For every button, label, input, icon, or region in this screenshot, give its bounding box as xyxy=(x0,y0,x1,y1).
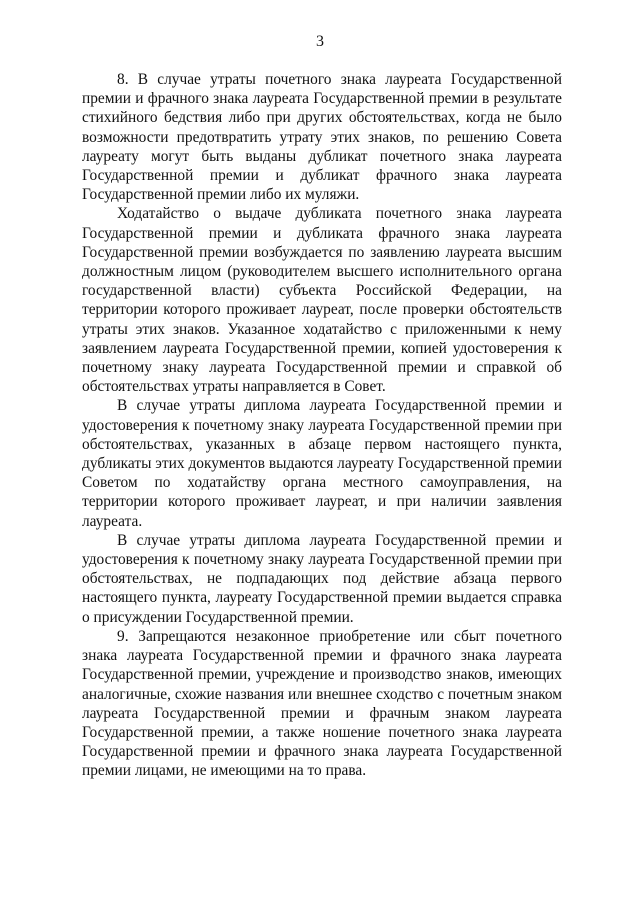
paragraph-9-prohibitions: 9. Запрещаются незаконное приобретение или сбыт почетного знака лауреата Государственной премии и фрачного знака лауреата Государственной премии, учреждение и производство знаков, имеющих аналогичные, схожие названия или внешнее сходство с почетным знаком лауреата Государственной премии и фрачным знаком лауреата Государственной премии, а также ношение почетного знака лауреата Государственной премии и фрачного знака лауреата Государственной премии лицами, не имеющими на то права. xyxy=(82,627,562,780)
paragraph-diploma-loss-duplicates: В случае утраты диплома лауреата Государственной премии и удостоверения к почетному знаку лауреата Государственной премии при обстоятельствах, указанных в абзаце первом настоящего пункта, дубликаты этих документов выдаются лауреату Государственной премии Советом по ходатайству органа местного самоуправления, на территории которого проживает лауреат, и при наличии заявления лауреата. xyxy=(82,397,562,530)
paragraph-8-loss-of-badges: 8. В случае утраты почетного знака лауреата Государственной премии и фрачного знака лауреата Государственной премии в результате стихийного бедствия либо при других обстоятельствах, когда не было возможности предотвратить утрату этих знаков, по решению Совета лауреату могут быть выданы дубликат почетного знака лауреата Государственной премии и дубликат фрачного знака лауреата Государственной премии либо их муляжи. xyxy=(82,71,562,204)
paragraph-petition-duplicate: Ходатайство о выдаче дубликата почетного знака лауреата Государственной премии и дубликата фрачного знака лауреата Государственной премии возбуждается по заявлению лауреата высшим должностным лицом (руководителем высшего исполнительного органа государственной власти) субъекта Российской Федерации, на территории которого проживает лауреат, после проверки обстоятельств утраты этих знаков. Указанное ходатайство с приложенными к нему заявлением лауреата Государственной премии, копией удостоверения к почетному знаку лауреата Государственной премии и справкой об обстоятельствах утраты направляется в Совет. xyxy=(82,205,562,396)
paragraph-diploma-loss-certificate: В случае утраты диплома лауреата Государственной премии и удостоверения к почетному знаку лауреата Государственной премии при обстоятельствах, не подпадающих под действие абзаца первого настоящего пункта, лауреату Государственной премии выдается справка о присуждении Государственной премии. xyxy=(82,531,562,626)
page-number: 3 xyxy=(316,33,324,50)
document-body xyxy=(82,70,562,781)
